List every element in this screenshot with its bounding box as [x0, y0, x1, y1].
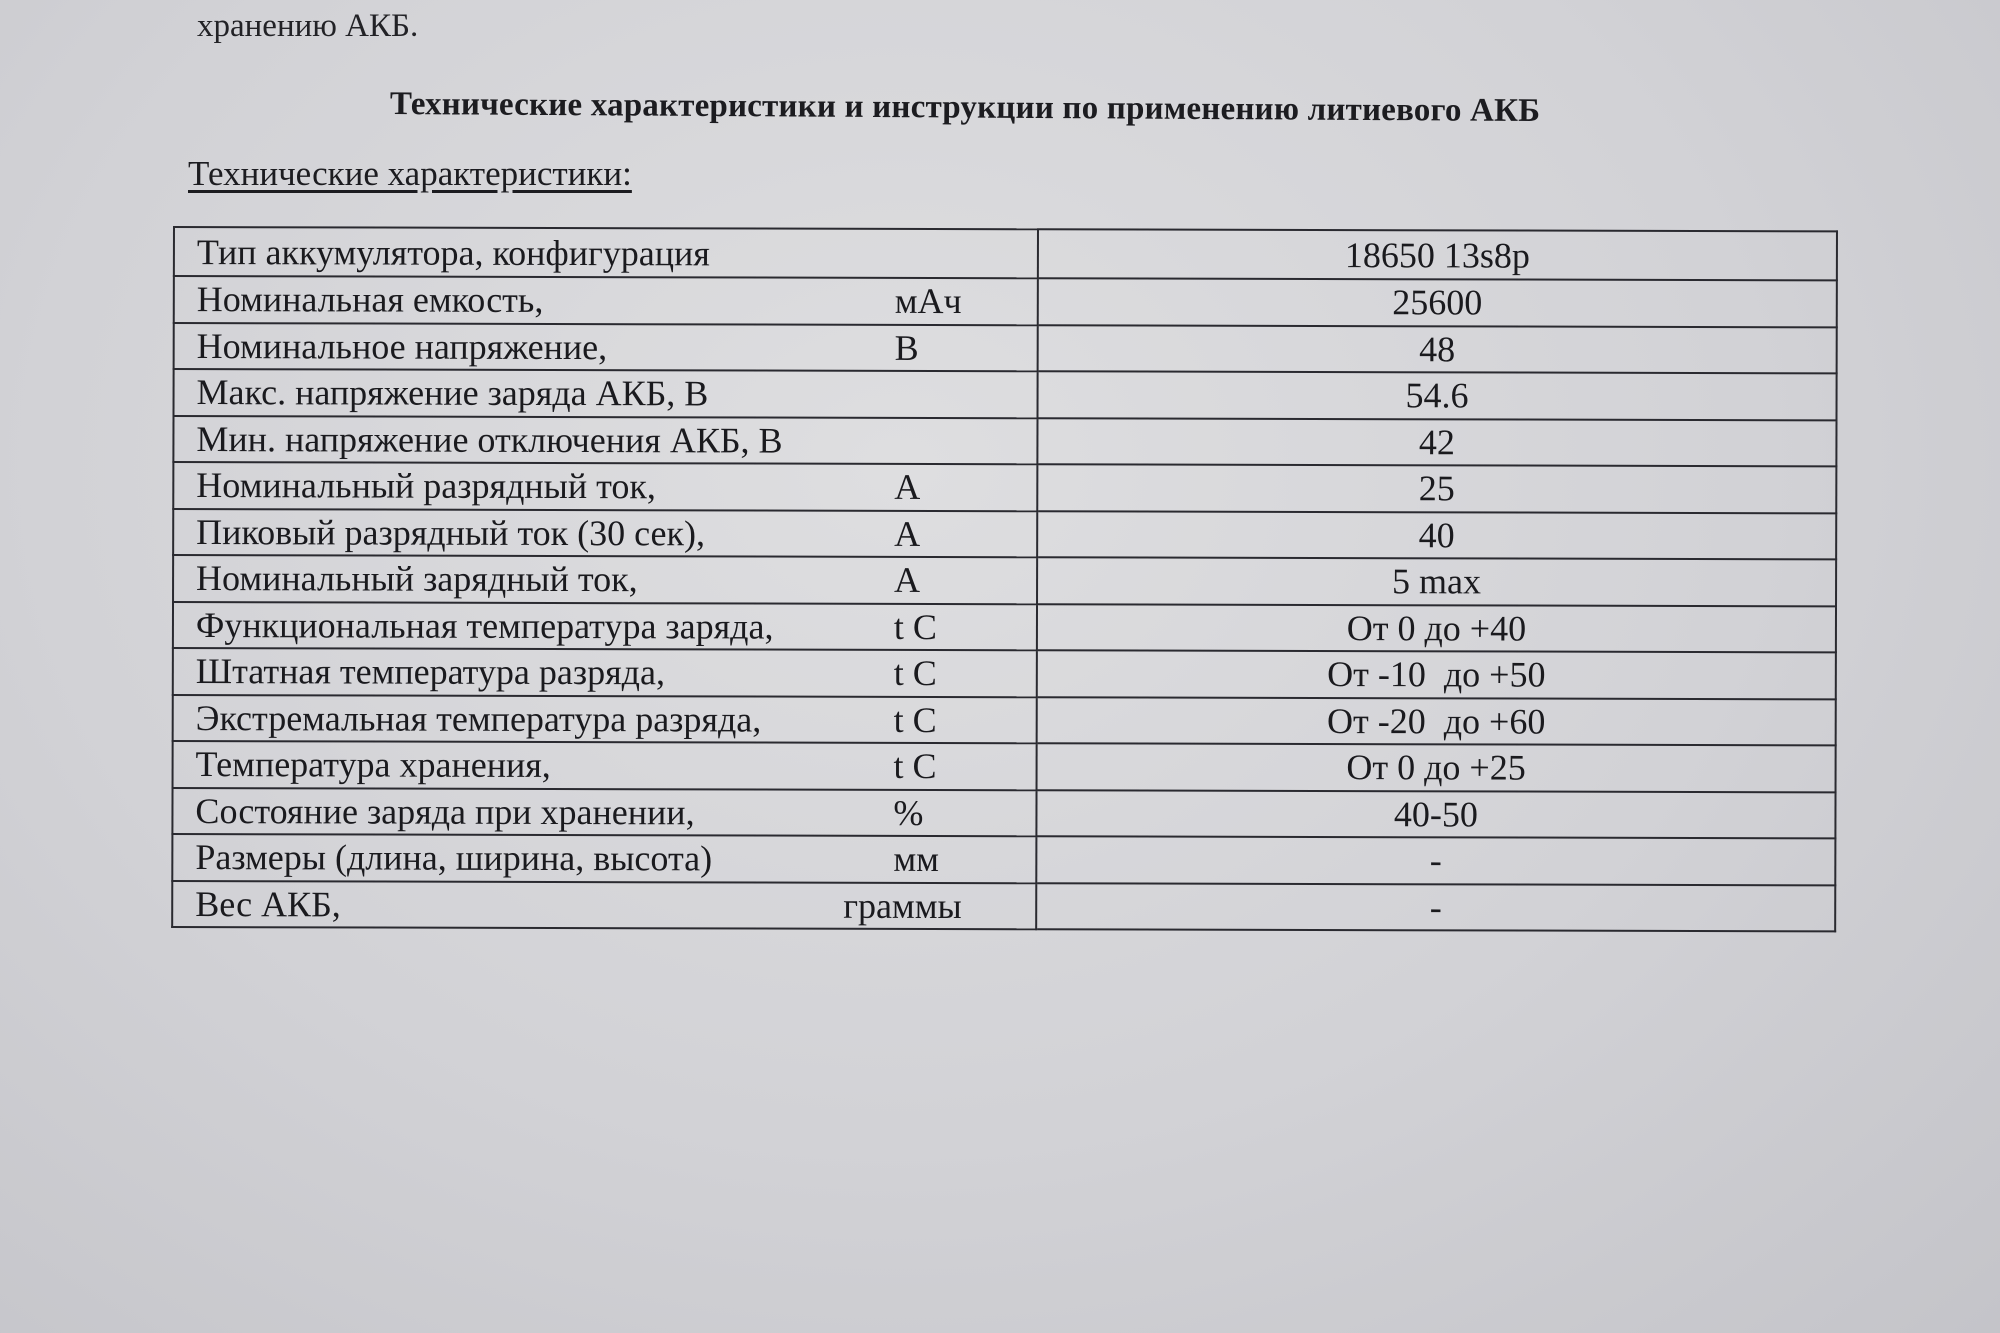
- spec-table-body: [172, 227, 1837, 931]
- table-row: [174, 369, 1837, 420]
- param-cell: [173, 509, 1037, 558]
- value-cell: От 0 до +25: [1037, 743, 1836, 792]
- param-unit: t С: [893, 699, 937, 740]
- param-name: Функциональная температура заряда,: [195, 604, 774, 647]
- param-cell: [174, 323, 1038, 372]
- value-cell: -: [1036, 836, 1835, 885]
- table-row: [173, 648, 1836, 699]
- table-row: [173, 509, 1836, 560]
- table-row: [174, 276, 1837, 327]
- value-cell: 18650 13s8p: [1038, 229, 1837, 280]
- table-row: [173, 462, 1836, 513]
- param-unit: граммы: [843, 885, 962, 926]
- table-row: [173, 741, 1836, 792]
- param-unit: мАч: [894, 280, 962, 322]
- section-heading: Технические характеристики:: [188, 154, 632, 193]
- table-row: [174, 323, 1837, 374]
- table-row: [173, 416, 1836, 467]
- param-cell: [173, 741, 1037, 790]
- param-unit: В: [894, 327, 919, 368]
- value-cell: 40-50: [1036, 790, 1835, 839]
- param-unit: А: [894, 559, 921, 600]
- table-row: [174, 227, 1837, 280]
- param-name: Мин. напряжение отключения АКБ, В: [196, 418, 783, 461]
- param-unit: мм: [893, 838, 939, 880]
- value-cell: От -10 до +50: [1037, 650, 1836, 699]
- param-name: Штатная температура разряда,: [195, 651, 666, 693]
- param-name: Макс. напряжение заряда АКБ, В: [196, 372, 709, 414]
- param-name: Номинальная емкость,: [196, 279, 544, 321]
- param-cell: [173, 462, 1037, 511]
- param-unit: t С: [893, 606, 938, 647]
- param-cell: [173, 416, 1037, 465]
- param-unit: А: [894, 466, 921, 507]
- param-cell: [173, 695, 1037, 744]
- param-name: Номинальный разрядный ток,: [196, 465, 656, 507]
- document-title: Технические характеристики и инструкции по применению литиевого АКБ: [389, 86, 1541, 130]
- value-cell: -: [1036, 883, 1835, 932]
- param-unit: А: [894, 513, 921, 554]
- param-cell: [174, 369, 1038, 418]
- value-cell: 54.6: [1038, 371, 1837, 420]
- value-cell: 25: [1037, 464, 1836, 513]
- param-name: Номинальный зарядный ток,: [196, 558, 638, 600]
- param-name: Экстремальная температура разряда,: [195, 697, 762, 740]
- param-unit: t С: [893, 745, 937, 787]
- param-name: Тип аккумулятора, конфигурация: [196, 231, 710, 273]
- param-cell: [172, 788, 1036, 837]
- table-row: [172, 788, 1835, 839]
- param-unit: t С: [893, 652, 937, 694]
- param-unit: %: [893, 792, 924, 833]
- param-cell: [172, 881, 1036, 930]
- value-cell: От 0 до +40: [1037, 604, 1836, 653]
- table-row: [173, 602, 1836, 653]
- value-cell: 25600: [1038, 278, 1837, 327]
- param-name: Состояние заряда при хранении,: [195, 790, 695, 833]
- param-name: Вес АКБ,: [195, 883, 341, 925]
- table-row: [173, 555, 1836, 606]
- param-name: Размеры (длина, ширина, высота): [195, 837, 713, 879]
- param-cell: [173, 648, 1037, 697]
- value-cell: От -20 до +60: [1037, 697, 1836, 746]
- value-cell: 42: [1037, 418, 1836, 467]
- table-row: [172, 881, 1835, 932]
- param-name: Температура хранения,: [195, 744, 551, 786]
- param-cell: [173, 555, 1037, 604]
- param-cell: [174, 227, 1038, 278]
- value-cell: 40: [1037, 511, 1836, 560]
- table-row: [173, 695, 1836, 746]
- param-cell: [174, 276, 1038, 325]
- param-name: Номинальное напряжение,: [196, 325, 608, 367]
- table-row: [172, 834, 1835, 885]
- param-cell: [173, 602, 1037, 651]
- value-cell: 5 max: [1037, 557, 1836, 606]
- value-cell: 48: [1038, 325, 1837, 374]
- spec-table: [171, 226, 1838, 932]
- top-text-fragment: хранению АКБ.: [197, 8, 419, 44]
- param-name: Пиковый разрядный ток (30 сек),: [196, 511, 706, 554]
- param-cell: [172, 834, 1036, 883]
